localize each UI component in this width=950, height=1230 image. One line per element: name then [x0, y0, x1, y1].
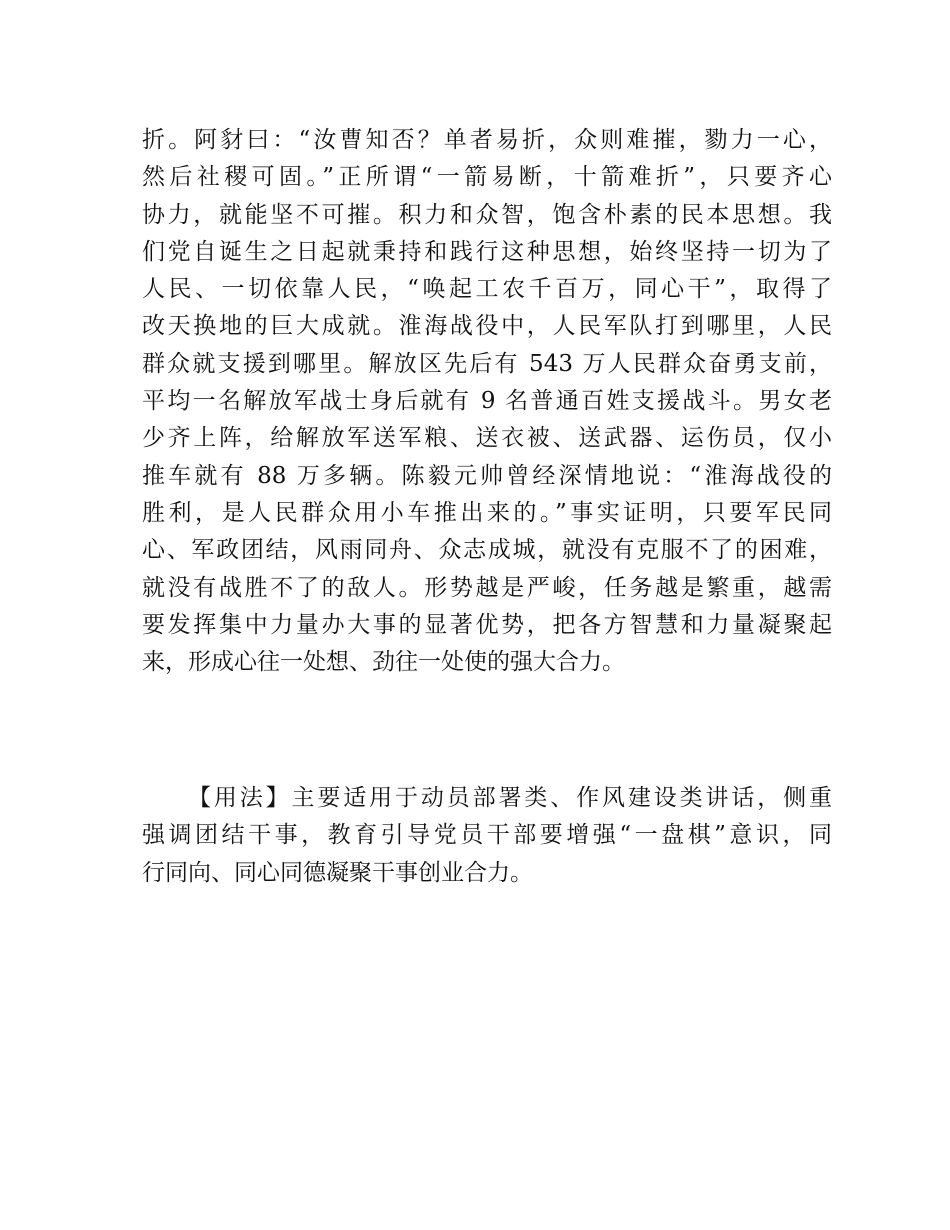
text-line: 胜利，是人民群众用小车推出来的。”事实证明，只要军民同: [142, 499, 832, 526]
text-line: 人民、一切依靠人民，“唤起工农千百万，同心干”，取得了: [142, 276, 832, 303]
text-line: 然后社稷可固。”正所谓“一箭易断，十箭难折”，只要齐心: [142, 164, 832, 191]
text-line: 少齐上阵，给解放军送军粮、送衣被、送武器、运伤员，仅小: [142, 425, 832, 452]
text-line: 行同向、同心同德凝聚干事创业合力。: [142, 859, 533, 886]
text-line: 们党自诞生之日起就秉持和践行这种思想，始终坚持一切为了: [142, 238, 832, 265]
text-line: 心、军政团结，风雨同舟、众志成城，就没有克服不了的困难，: [142, 537, 832, 564]
text-line: 来，形成心往一处想、劲往一处使的强大合力。: [142, 649, 625, 676]
text-line: 群众就支援到哪里。解放区先后有 543 万人民群众奋勇支前，: [142, 350, 832, 377]
body-paragraph-usage: [142, 780, 832, 892]
text-line: 改天换地的巨大成就。淮海战役中，人民军队打到哪里，人民: [142, 313, 832, 340]
text-line: 平均一名解放军战士身后就有 9 名普通百姓支援战斗。男女老: [142, 388, 832, 415]
text-line: 就没有战胜不了的敌人。形势越是严峻，任务越是繁重，越需: [142, 574, 832, 601]
text-line: 推车就有 88 万多辆。陈毅元帅曾经深情地说：“淮海战役的: [142, 462, 832, 489]
text-line: 协力，就能坚不可摧。积力和众智，饱含朴素的民本思想。我: [142, 201, 832, 228]
body-paragraph-story: [142, 122, 832, 681]
text-line: 要发挥集中力量办大事的显著优势，把各方智慧和力量凝聚起: [142, 611, 832, 638]
text-line: 折。阿豺曰：“汝曹知否？单者易折，众则难摧，勠力一心，: [142, 127, 832, 153]
text-line: 强调团结干事，教育引导党员干部要增强“一盘棋”意识，同: [142, 822, 832, 849]
text-line: 【用法】主要适用于动员部署类、作风建设类讲话，侧重: [188, 785, 832, 811]
